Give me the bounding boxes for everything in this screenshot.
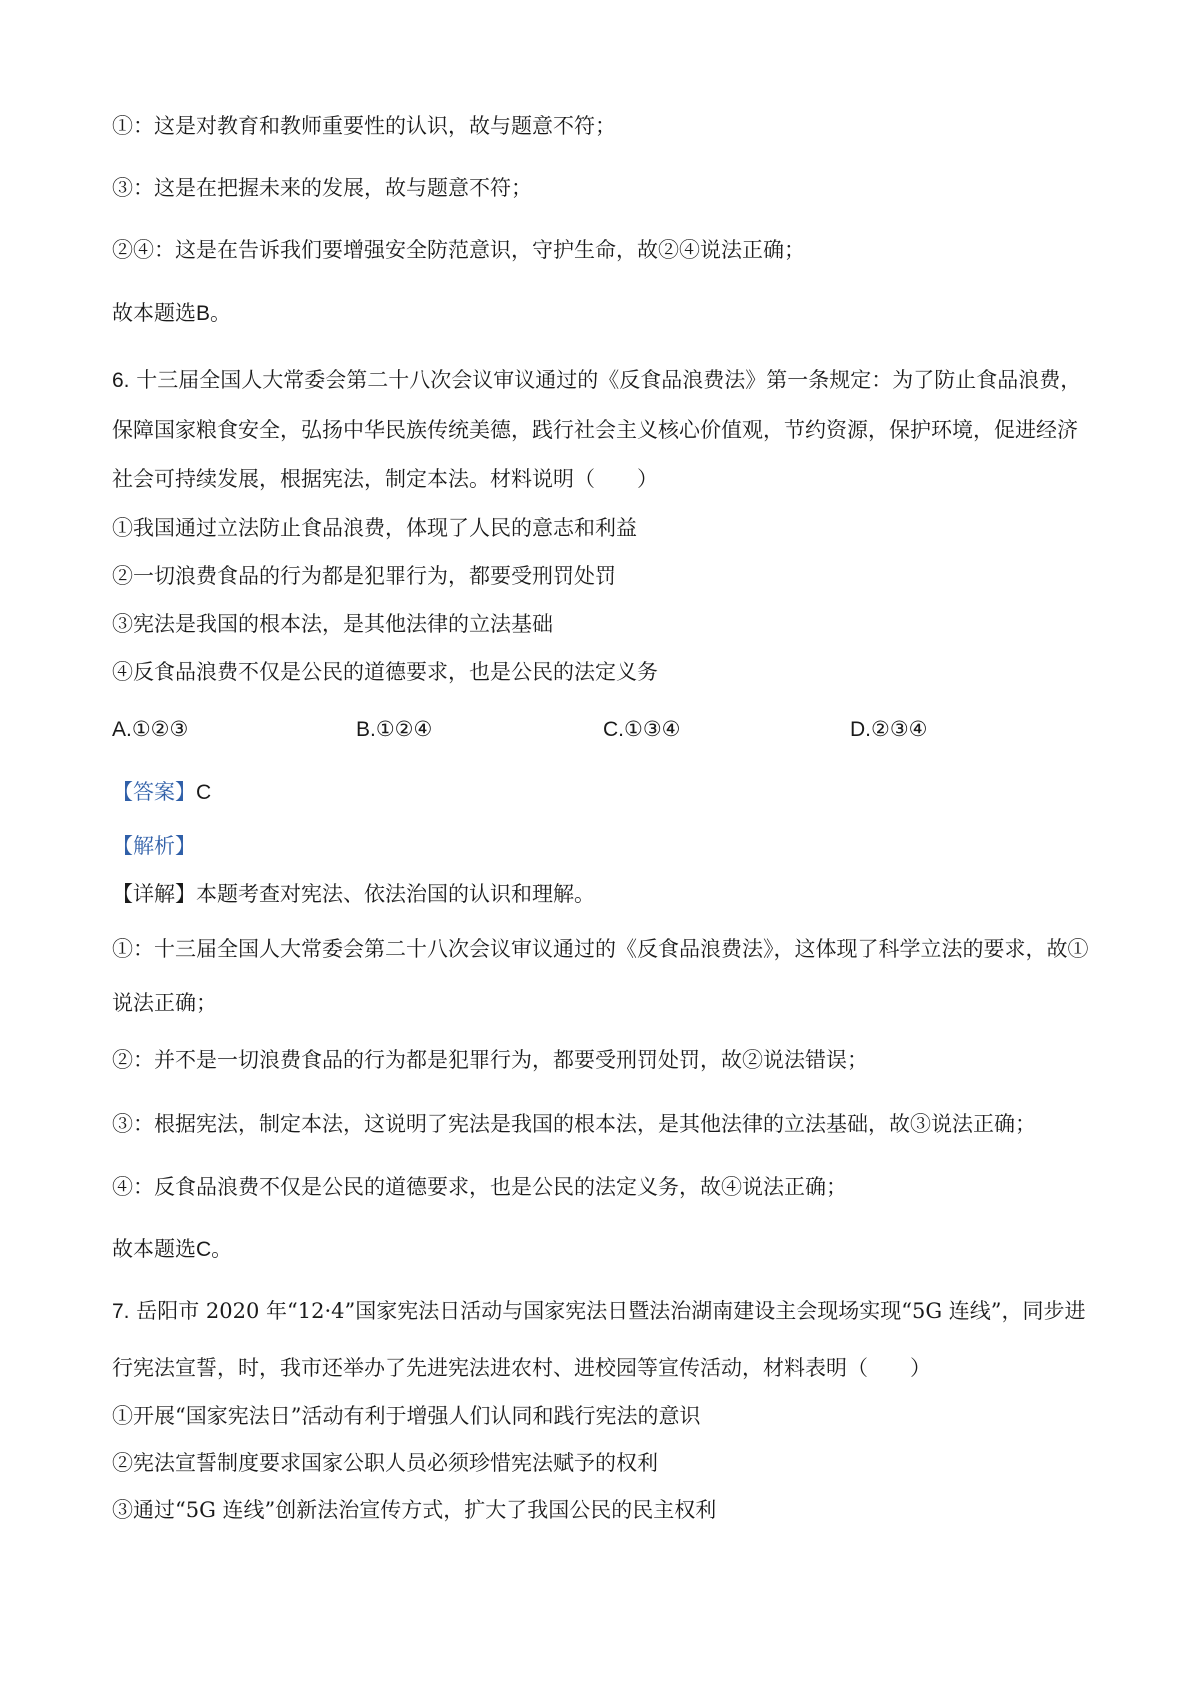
q6-explanation-3: ③：根据宪法，制定本法，这说明了宪法是我国的根本法，是其他法律的立法基础，故③说法正确； <box>112 1112 1036 1136</box>
q6-explanation-1b: 说法正确； <box>112 991 217 1015</box>
q6-option-d-letter: D. <box>850 718 871 741</box>
q6-item-4: ④反食品浪费不仅是公民的道德要求，也是公民的法定义务 <box>112 660 658 684</box>
q7-item-2: ②宪法宣誓制度要求国家公职人员必须珍惜宪法赋予的权利 <box>112 1451 658 1475</box>
q6-option-c-letter: C. <box>603 718 624 741</box>
prev-conclusion-end: 。 <box>210 301 232 325</box>
q6-option-b-letter: B. <box>356 718 376 741</box>
q6-stem-line-2: 保障国家粮食安全，弘扬中华民族传统美德，践行社会主义核心价值观，节约资源，保护环境，促进经济 <box>112 418 1078 442</box>
q6-explanation-1a: ①：十三届全国人大常委会第二十八次会议审议通过的《反食品浪费法》，这体现了科学立法的要求，故① <box>112 937 1089 961</box>
q6-conclusion-end: 。 <box>211 1237 233 1261</box>
q6-option-b-text: ①②④ <box>375 717 433 741</box>
q6-detail-label: 【详解】 <box>112 882 196 906</box>
q7-stem-line-2: 行宪法宣誓，时，我市还举办了先进宪法进农村、进校园等宣传活动，材料表明（ ） <box>112 1356 931 1380</box>
q7-item-3: ③通过“5G 连线”创新法治宣传方式，扩大了我国公民的民主权利 <box>112 1498 717 1522</box>
q6-item-2: ②一切浪费食品的行为都是犯罪行为，都要受刑罚处罚 <box>112 564 616 588</box>
prev-conclusion <box>112 299 231 328</box>
prev-explanation-2: ③：这是在把握未来的发展，故与题意不符； <box>112 176 532 200</box>
q6-explanation-4: ④：反食品浪费不仅是公民的道德要求，也是公民的法定义务，故④说法正确； <box>112 1175 847 1199</box>
q6-stem-line-3: 社会可持续发展，根据宪法，制定本法。材料说明（ ） <box>112 467 658 491</box>
q6-answer-label: 【答案】 <box>112 780 196 804</box>
prev-explanation-3: ②④：这是在告诉我们要增强安全防范意识，守护生命，故②④说法正确； <box>112 238 805 262</box>
q6-option-a[interactable] <box>112 715 188 744</box>
q6-conclusion <box>112 1235 232 1264</box>
q6-option-b[interactable] <box>356 715 432 744</box>
q6-item-1: ①我国通过立法防止食品浪费，体现了人民的意志和利益 <box>112 516 637 540</box>
q7-number: 7. <box>112 1300 130 1323</box>
q6-option-d-text: ②③④ <box>871 717 928 741</box>
q6-option-d[interactable] <box>850 715 927 744</box>
q7-item-1: ①开展“国家宪法日”活动有利于增强人们认同和践行宪法的意识 <box>112 1404 701 1428</box>
q6-number: 6. <box>112 369 130 392</box>
q6-item-3: ③宪法是我国的根本法，是其他法律的立法基础 <box>112 612 553 636</box>
q6-stem-line-1 <box>112 366 1081 395</box>
q6-conclusion-text: 故本题选 <box>112 1237 196 1261</box>
q6-option-c[interactable] <box>603 715 680 744</box>
q6-analysis-label: 【解析】 <box>112 834 196 858</box>
q7-stem-line-1 <box>112 1297 1086 1326</box>
q6-conclusion-letter: C <box>196 1238 212 1261</box>
q7-stem-1: 岳阳市 2020 年“12·4”国家宪法日活动与国家宪法日暨法治湖南建设主会现场实现“5G 连线”，同步进 <box>136 1299 1086 1323</box>
q6-stem-1: 十三届全国人大常委会第二十八次会议审议通过的《反食品浪费法》第一条规定：为了防止食品浪费， <box>136 368 1082 392</box>
q6-answer-value: C <box>196 781 212 804</box>
prev-conclusion-text: 故本题选 <box>112 301 196 325</box>
q6-answer <box>112 778 211 807</box>
q6-detail-text: 本题考查对宪法、依法治国的认识和理解。 <box>196 882 595 906</box>
q6-detail <box>112 880 595 908</box>
q6-option-a-text: ①②③ <box>131 717 189 741</box>
q6-explanation-2: ②：并不是一切浪费食品的行为都是犯罪行为，都要受刑罚处罚，故②说法错误； <box>112 1048 868 1072</box>
q6-option-c-text: ①③④ <box>624 717 681 741</box>
q6-option-a-letter: A. <box>112 718 132 741</box>
prev-conclusion-letter: B <box>196 302 211 325</box>
prev-explanation-1: ①：这是对教育和教师重要性的认识，故与题意不符； <box>112 114 616 138</box>
